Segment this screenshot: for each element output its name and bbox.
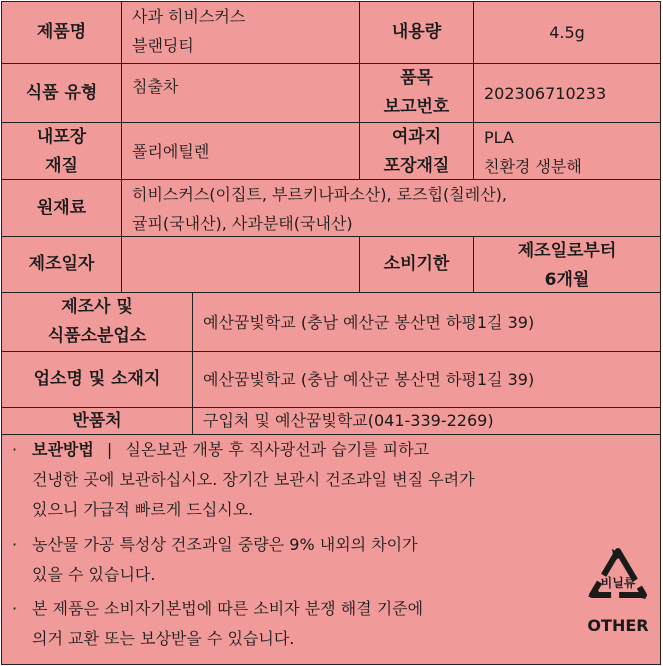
content-amount-value: 4.5g: [473, 1, 661, 64]
storage-note: · 보관방법 | 실온보관 개봉 후 직사광선과 습기를 피하고 건냉한 곳에 보관하십시오. 장기간 보관시 건조과일 변질 우려가 있으니 가급적 빠르게 드십시오.: [12, 440, 475, 519]
business-address-value: 예산꿈빛학교 (충남 예산군 봉산면 하평1길 39): [192, 351, 661, 408]
recycle-mark: [582, 545, 654, 637]
manufacturer-value: 예산꿈빛학교 (충남 예산군 봉산면 하평1길 39): [192, 292, 661, 352]
food-type-value: 침출차: [121, 63, 360, 123]
storage-title: 보관방법: [32, 440, 94, 459]
product-name-value: 사과 히비스커스 블랜딩티: [121, 1, 360, 64]
ingredients-value: 히비스커스(이집트, 부르키나파소산), 로즈힙(칠레산), 귤피(국내산), 사과분태(국내산): [121, 179, 661, 237]
ingredients-label: 원재료: [1, 179, 122, 237]
food-type-label: 식품 유형: [1, 63, 122, 123]
report-number-label: 품목 보고번호: [359, 63, 474, 123]
inner-packaging-label: 내포장 재질: [1, 122, 122, 180]
expiry-value: 제조일로부터 6개월: [473, 236, 661, 293]
returns-label: 반품처: [1, 407, 193, 435]
report-number-value: 202306710233: [473, 63, 661, 123]
inner-packaging-value: 폴리에틸렌: [121, 122, 360, 180]
returns-value: 구입처 및 예산꿈빛학교(041-339-2269): [192, 407, 661, 435]
weight-note: · 농산물 가공 특성상 건조과일 중량은 9% 내외의 차이가 있을 수 있습니다.: [12, 535, 418, 584]
manufacturer-label: 제조사 및 식품소분업소: [1, 292, 193, 352]
expiry-label: 소비기한: [359, 236, 474, 293]
recycle-icon: [582, 545, 654, 637]
business-address-label: 업소명 및 소재지: [1, 351, 193, 408]
filter-packaging-value: PLA 친환경 생분해: [473, 122, 661, 180]
recycle-type-label: OTHER: [587, 616, 649, 635]
manufacture-date-value: [121, 236, 360, 293]
product-name-label: 제품명: [1, 1, 122, 64]
notes-section: [1, 434, 661, 665]
content-amount-label: 내용량: [359, 1, 474, 64]
manufacture-date-label: 제조일자: [1, 236, 122, 293]
filter-packaging-label: 여과지 포장재질: [359, 122, 474, 180]
dispute-note: · 본 제품은 소비자기본법에 따른 소비자 분쟁 해결 기준에 의거 교환 또는 보상받을 수 있습니다.: [12, 599, 424, 648]
recycle-material-label: 비닐류: [600, 576, 636, 590]
